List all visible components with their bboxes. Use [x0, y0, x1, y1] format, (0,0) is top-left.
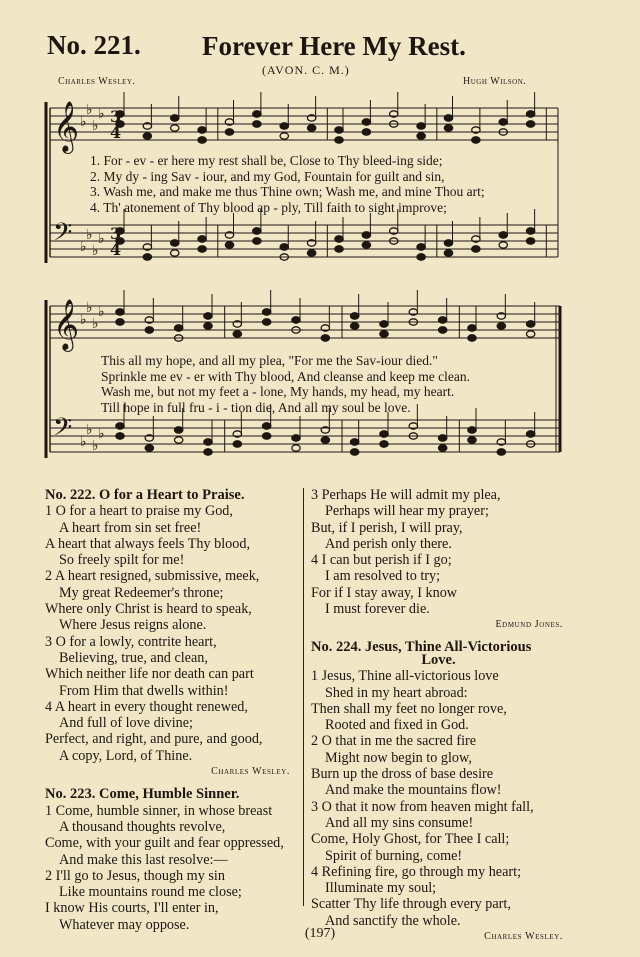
note-head	[253, 111, 261, 117]
verse-line: Scatter Thy life through every part,	[311, 896, 511, 913]
note-head	[174, 427, 182, 433]
note-head	[204, 323, 212, 329]
note-head	[499, 242, 507, 248]
verse-line: A heart from sin set free!	[59, 519, 202, 536]
hymn-number: No. 221.	[47, 30, 141, 60]
note-head	[526, 321, 534, 327]
verse-line: And make the mountains flow!	[325, 782, 502, 799]
note-head	[116, 423, 124, 429]
note-head	[198, 236, 206, 242]
verse-line: 1 Jesus, Thine all-victorious love	[311, 668, 499, 685]
verse-line: 2 A heart resigned, submissive, meek,	[45, 568, 260, 585]
verse-line: 4 I can but perish if I go;	[311, 552, 452, 569]
note-head	[417, 254, 425, 260]
verse-line: Rooted and fixed in God.	[325, 717, 469, 734]
note-head	[526, 431, 534, 437]
page-number: (197)	[304, 926, 336, 941]
verse-line: 2 O that in me the sacred fire	[311, 733, 477, 750]
note-head	[362, 242, 370, 248]
note-head	[233, 441, 241, 447]
verse-line: So freely spilt for me!	[59, 552, 185, 569]
note-head	[497, 323, 505, 329]
verse-line: 1 O for a heart to praise my God,	[45, 503, 233, 520]
verse-line: A thousand thoughts revolve,	[59, 818, 226, 835]
note-head	[280, 133, 288, 139]
note-head	[350, 439, 358, 445]
note-head	[171, 250, 179, 256]
note-head	[307, 125, 315, 131]
verse-line: Whatever may oppose.	[59, 916, 190, 933]
verse-line: But, if I perish, I will pray,	[311, 519, 463, 536]
hymn-222-header: No. 222. O for a Heart to Praise.	[45, 487, 245, 503]
note-head	[468, 335, 476, 341]
note-head	[116, 319, 124, 325]
hymn-224-verses	[311, 668, 566, 929]
verse-line: And sanctify the whole.	[325, 912, 461, 929]
verse-line: Believing, true, and clean,	[59, 649, 208, 666]
verse-line: I am resolved to try;	[325, 568, 441, 585]
time-signature: 3	[110, 107, 122, 126]
note-head	[438, 317, 446, 323]
hymn-title: Forever Here My Rest.	[202, 31, 466, 61]
lyric-line: Till hope in full fru - i - tion die, And all my soul be love.	[101, 399, 411, 415]
note-head	[380, 431, 388, 437]
note-head	[335, 127, 343, 133]
note-head	[145, 445, 153, 451]
note-head	[335, 137, 343, 143]
verse-line: Shed in my heart abroad:	[325, 684, 468, 701]
verse-line: From Him that dwells within!	[59, 682, 229, 699]
flat-sign: ♭	[80, 434, 87, 450]
note-head	[499, 232, 507, 238]
note-head	[499, 119, 507, 125]
note-head	[174, 437, 182, 443]
verse-line: I must forever die.	[325, 601, 430, 618]
note-head	[253, 121, 261, 127]
flat-sign: ♭	[86, 300, 93, 316]
note-head	[417, 123, 425, 129]
time-signature: 3	[110, 224, 122, 243]
note-head	[472, 246, 480, 252]
flat-sign: ♭	[92, 438, 99, 454]
lyricist-credit: Charles Wesley.	[58, 76, 136, 87]
note-head	[497, 449, 505, 455]
note-head	[198, 246, 206, 252]
composer-credit: Hugh Wilson.	[463, 76, 527, 87]
note-head	[362, 119, 370, 125]
hymn-222-verses	[45, 503, 300, 764]
note-head	[468, 427, 476, 433]
flat-sign: ♭	[86, 422, 93, 438]
column-divider	[303, 488, 304, 906]
note-head	[262, 319, 270, 325]
time-signature: 4	[110, 123, 122, 142]
note-head	[262, 423, 270, 429]
tune-meter: (AVON. C. M.)	[262, 63, 350, 77]
note-head	[444, 115, 452, 121]
bass-clef: 𝄢	[53, 218, 73, 253]
verse-line: Come, with your guilt and fear oppressed,	[45, 835, 284, 852]
note-head	[335, 246, 343, 252]
note-head	[350, 313, 358, 319]
note-head	[171, 125, 179, 131]
note-head	[198, 127, 206, 133]
note-head	[225, 242, 233, 248]
note-head	[526, 228, 534, 234]
note-head	[417, 244, 425, 250]
verse-line: Perhaps will hear my prayer;	[325, 503, 489, 520]
note-head	[116, 433, 124, 439]
right-column	[311, 487, 566, 945]
note-head	[444, 240, 452, 246]
note-head	[143, 133, 151, 139]
verse-line: Might now begin to glow,	[325, 749, 472, 766]
verse-line: My great Redeemer's throne;	[59, 584, 224, 601]
note-head	[262, 309, 270, 315]
note-head	[280, 123, 288, 129]
verse-line: Like mountains round me close;	[59, 884, 242, 901]
time-signature: 4	[110, 240, 122, 259]
note-head	[204, 439, 212, 445]
verse-line: 4 Refining fire, go through my heart;	[311, 863, 522, 880]
lyric-line: 2. My dy - ing Sav - iour, and my God, Fountain for guilt and sin,	[90, 168, 445, 184]
note-head	[444, 250, 452, 256]
note-head	[145, 327, 153, 333]
left-column	[45, 487, 300, 933]
lyric-line: 4. Th' atonement of Thy blood ap - ply, Till faith to sight improve;	[90, 199, 447, 215]
flat-sign: ♭	[86, 102, 93, 118]
flat-sign: ♭	[92, 316, 99, 332]
note-head	[362, 129, 370, 135]
note-head	[526, 331, 534, 337]
flat-sign: ♭	[86, 227, 93, 243]
flat-sign: ♭	[98, 426, 105, 442]
note-head	[233, 331, 241, 337]
verse-line: 4 A heart in every thought renewed,	[45, 698, 248, 715]
flat-sign: ♭	[80, 114, 87, 130]
note-head	[350, 323, 358, 329]
hymn-223-header: No. 223. Come, Humble Sinner.	[45, 786, 240, 803]
note-head	[380, 441, 388, 447]
flat-sign: ♭	[98, 106, 105, 122]
verse-line: Then shall my feet no longer rove,	[311, 700, 507, 717]
note-head	[253, 238, 261, 244]
note-head	[438, 445, 446, 451]
note-head	[417, 133, 425, 139]
verse-line: 3 O for a lowly, contrite heart,	[45, 633, 217, 650]
note-head	[143, 254, 151, 260]
treble-clef: 𝄞	[53, 299, 80, 350]
note-head	[526, 111, 534, 117]
flat-sign: ♭	[80, 312, 87, 328]
lyric-line: Sprinkle me ev - er with Thy blood, And cleanse and keep me clean.	[101, 368, 471, 384]
verse-line: Spirit of burning, come!	[325, 847, 463, 864]
note-head	[472, 137, 480, 143]
note-head	[468, 325, 476, 331]
hymn-223-verses-continued	[311, 487, 566, 617]
note-head	[198, 137, 206, 143]
treble-clef: 𝄞	[53, 101, 80, 152]
verse-line: And all my sins consume!	[325, 814, 474, 831]
verse-line: Burn up the dross of base desire	[311, 766, 494, 783]
flat-sign: ♭	[98, 304, 105, 320]
verse-line: I know His courts, I'll enter in,	[45, 900, 219, 917]
note-head	[438, 435, 446, 441]
note-head	[292, 435, 300, 441]
flat-sign: ♭	[98, 231, 105, 247]
verse-line: Where Jesus reigns alone.	[59, 617, 207, 634]
note-head	[380, 321, 388, 327]
note-head	[204, 449, 212, 455]
note-head	[280, 244, 288, 250]
verse-line: And make this last resolve:—	[59, 851, 228, 868]
hymn-224-author: Charles Wesley.	[484, 931, 563, 943]
note-head	[526, 238, 534, 244]
verse-line: For if I stay away, I know	[311, 584, 458, 601]
hymn-222-author: Charles Wesley.	[211, 766, 290, 778]
flat-sign: ♭	[80, 239, 87, 255]
hymn-223-verses	[45, 803, 300, 933]
note-head	[262, 433, 270, 439]
note-head	[362, 232, 370, 238]
note-head	[526, 121, 534, 127]
note-head	[171, 240, 179, 246]
note-head	[444, 125, 452, 131]
note-head	[253, 228, 261, 234]
note-head	[321, 335, 329, 341]
note-head	[292, 445, 300, 451]
verse-line: 1 Come, humble sinner, in whose breast	[45, 802, 273, 819]
lyric-line: 3. Wash me, and make me thus Thine own; Wash me, and mine Thou art;	[90, 184, 485, 199]
note-head	[307, 250, 315, 256]
note-head	[225, 129, 233, 135]
lyric-line: This all my hope, and all my plea, "For me the Sav-iour died."	[101, 353, 438, 368]
bass-clef: 𝄢	[53, 413, 73, 448]
verse-line: And full of love divine;	[59, 715, 193, 732]
hymn-224-header-cont: Love.	[421, 651, 456, 668]
verse-line: Where only Christ is heard to speak,	[45, 601, 252, 618]
note-head	[380, 331, 388, 337]
flat-sign: ♭	[92, 243, 99, 259]
flat-sign: ♭	[92, 118, 99, 134]
verse-line: Illuminate my soul;	[325, 880, 437, 897]
hymn-223-author: Edmund Jones.	[495, 619, 563, 631]
verse-line: Come, Holy Ghost, for Thee I call;	[311, 831, 510, 848]
note-head	[335, 236, 343, 242]
note-head	[116, 309, 124, 315]
note-head	[292, 317, 300, 323]
lyrics-system-2	[101, 353, 470, 415]
lyrics-system-1	[90, 153, 485, 215]
lyric-line: 1. For - ev - er here my rest shall be, Close to Thy bleed-ing side;	[90, 153, 443, 168]
verse-line: 3 O that it now from heaven might fall,	[311, 798, 534, 815]
verse-line: And perish only there.	[325, 535, 452, 552]
verse-line: 2 I'll go to Jesus, though my sin	[45, 867, 225, 884]
verse-line: A copy, Lord, of Thine.	[59, 747, 193, 764]
note-head	[174, 325, 182, 331]
note-head	[438, 327, 446, 333]
note-head	[350, 449, 358, 455]
hymn-224-header: No. 224. Jesus, Thine All-Victorious	[311, 638, 532, 655]
note-head	[204, 313, 212, 319]
note-head	[321, 437, 329, 443]
verse-line: 3 Perhaps He will admit my plea,	[311, 487, 501, 503]
note-head	[171, 115, 179, 121]
note-head	[468, 437, 476, 443]
lyric-line: Wash me, but not my feet a - lone, My hands, my head, my heart.	[101, 384, 455, 399]
verse-line: A heart that always feels Thy blood,	[45, 535, 251, 552]
verse-line: Which neither life nor death can part	[45, 666, 254, 683]
verse-line: Perfect, and right, and pure, and good,	[45, 731, 263, 748]
